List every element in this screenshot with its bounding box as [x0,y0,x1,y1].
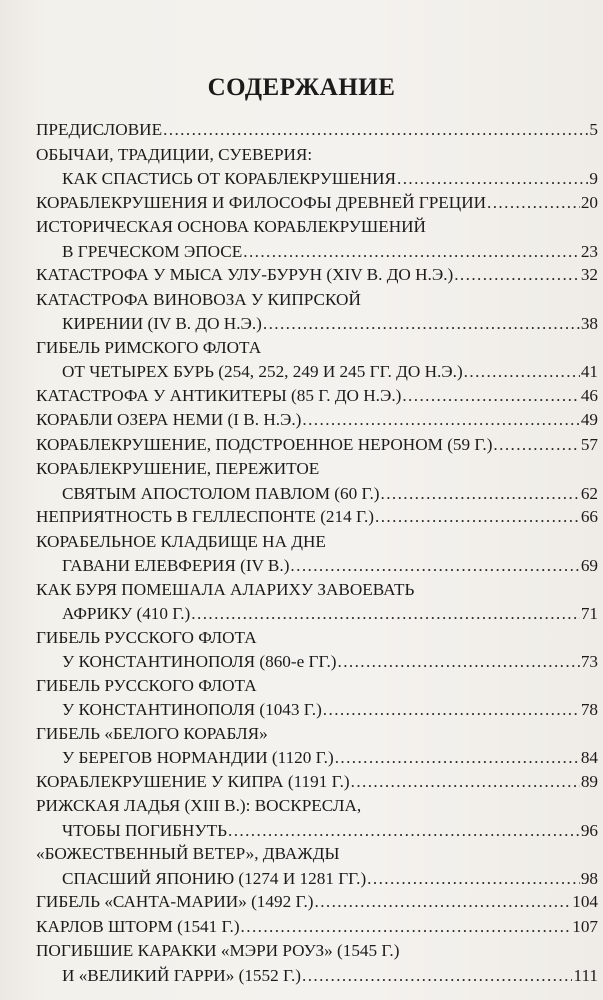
toc-entry [36,939,598,987]
page-number: 96 [580,820,598,840]
page-number: 69 [580,556,598,575]
toc-entry [36,842,598,890]
toc-entry [36,915,598,940]
toc-entry [36,505,598,530]
toc-entry-line [36,964,598,988]
toc-entry-line [36,746,598,770]
toc-entry-title: ЧТОБЫ ПОГИБНУТЬ [62,820,228,840]
leader-dots [464,360,580,384]
toc-entry-title: КОРАБЛЕКРУШЕНИЕ У КИПРА (1191 Г.) [36,771,350,791]
toc-entry-line [36,842,598,867]
leader-dots [493,433,579,457]
toc-entry-title: ГИБЕЛЬ РУССКОГО ФЛОТА [36,675,257,695]
toc-entry-line [36,263,598,288]
page-number: 78 [580,700,598,719]
toc-entry-line [36,722,598,747]
toc-entry [36,578,598,626]
toc-entry-title: И «ВЕЛИКИЙ ГАРРИ» (1552 Г.) [62,965,302,985]
leader-dots [163,118,588,142]
toc-entry-line [36,360,598,384]
leader-dots [367,867,580,891]
toc-entry-line [36,602,598,626]
toc-entry [36,457,598,505]
page-title: СОДЕРЖАНИЕ [207,74,396,101]
page-number: 5 [589,120,598,139]
table-of-contents [36,118,598,987]
toc-entry-title: КАК БУРЯ ПОМЕШАЛА АЛАРИХУ ЗАВОЕВАТЬ [36,579,415,599]
toc-entry [36,674,598,722]
toc-entry-line [36,215,598,240]
page-number: 62 [580,483,598,503]
leader-dots [290,554,579,578]
page-number: 20 [580,192,598,212]
toc-entry-title: КАТАСТРОФА ВИНОВОЗА У КИПРСКОЙ [36,289,361,309]
toc-entry [36,288,598,336]
toc-entry-line [36,674,598,699]
toc-entry-line [36,408,598,433]
toc-entry-title: У БЕРЕГОВ НОРМАНДИИ (1120 Г.) [62,748,334,767]
toc-entry-line [36,143,598,168]
page-number: 9 [589,169,598,188]
leader-dots [397,167,588,191]
toc-entry [36,794,598,842]
toc-entry [36,215,598,263]
toc-entry [36,191,598,216]
toc-entry-line [36,794,598,819]
toc-entry-title: КОРАБЛИ ОЗЕРА НЕМИ (I В. Н.Э.) [36,410,302,429]
toc-entry-title: СВЯТЫМ АПОСТОЛОМ ПАВЛОМ (60 Г.) [62,483,380,503]
leader-dots [375,505,580,529]
toc-entry [36,263,598,288]
toc-entry-title: КОРАБЛЕКРУШЕНИЕ, ПЕРЕЖИТОЕ [36,459,320,478]
leader-dots [302,964,572,988]
toc-entry-line [36,167,598,191]
toc-entry [36,890,598,915]
toc-entry-title: КАТАСТРОФА У АНТИКИТЕРЫ (85 Г. ДО Н.Э.) [36,385,402,405]
leader-dots [243,240,580,264]
toc-entry-line [36,890,598,915]
page-number: 23 [580,241,598,261]
toc-entry-title: ПРЕДИСЛОВИЕ [36,120,163,139]
toc-entry-line [36,191,598,216]
toc-entry-line [36,819,598,843]
toc-entry-line [36,505,598,530]
page-number: 32 [580,265,598,284]
page-number: 89 [580,771,598,791]
toc-entry-title: ОТ ЧЕТЫРЕХ БУРЬ (254, 252, 249 И 245 ГГ. ДО Н.Э.) [62,362,463,381]
toc-entry-title: ГИБЕЛЬ «САНТА-МАРИИ» (1492 Г.) [36,892,314,911]
page-number: 84 [580,748,598,767]
toc-entry-line [36,867,598,891]
toc-entry-title: РИЖСКАЯ ЛАДЬЯ (XIII В.): ВОСКРЕСЛА, [36,796,362,815]
leader-dots [487,191,580,215]
toc-entry-line [36,626,598,651]
toc-entry-title: КАК СПАСТИСЬ ОТ КОРАБЛЕКРУШЕНИЯ [62,169,396,188]
toc-entry-line [36,384,598,409]
page-number: 107 [572,916,598,936]
leader-dots [338,650,580,674]
toc-entry-title: ГИБЕЛЬ «БЕЛОГО КОРАБЛЯ» [36,723,268,743]
toc-entry-title: КОРАБЛЕКРУШЕНИЯ И ФИЛОСОФЫ ДРЕВНЕЙ ГРЕЦИИ [36,192,487,212]
toc-entry [36,626,598,674]
toc-entry [36,336,598,384]
toc-entry-title: КАРЛОВ ШТОРМ (1541 Г.) [36,916,240,936]
toc-entry-line [36,312,598,336]
leader-dots [315,890,572,914]
toc-entry-line [36,530,598,555]
toc-entry [36,384,598,409]
toc-entry [36,722,598,770]
leader-dots [302,408,579,432]
toc-entry-line [36,698,598,722]
leader-dots [191,602,580,626]
toc-entry-title: ИСТОРИЧЕСКАЯ ОСНОВА КОРАБЛЕКРУШЕНИЙ [36,217,426,236]
toc-entry-line [36,288,598,313]
toc-entry [36,118,598,143]
toc-entry-line [36,457,598,482]
page-number: 41 [580,362,598,381]
leader-dots [454,263,580,287]
leader-dots [351,770,580,794]
toc-entry-title: У КОНСТАНТИНОПОЛЯ (860-е ГГ.) [62,652,337,671]
toc-entry [36,143,598,191]
toc-entry-title: «БОЖЕСТВЕННЫЙ ВЕТЕР», ДВАЖДЫ [36,844,340,863]
toc-entry-title: КАТАСТРОФА У МЫСА УЛУ-БУРУН (XIV В. ДО Н.Э.) [36,265,454,284]
page-number: 71 [580,604,598,623]
page-number: 57 [580,434,598,454]
page-number: 98 [580,868,598,888]
toc-entry-title: ОБЫЧАИ, ТРАДИЦИИ, СУЕВЕРИЯ: [36,144,313,164]
toc-entry-line [36,433,598,458]
toc-entry-title: У КОНСТАНТИНОПОЛЯ (1043 Г.) [62,700,322,719]
page-number: 46 [580,385,598,405]
toc-entry-title: АФРИКУ (410 Г.) [62,604,191,623]
toc-entry-title: НЕПРИЯТНОСТЬ В ГЕЛЛЕСПОНТЕ (214 Г.) [36,507,375,526]
toc-entry-title: КОРАБЕЛЬНОЕ КЛАДБИЩЕ НА ДНЕ [36,531,326,551]
leader-dots [402,384,579,408]
toc-entry-line [36,915,598,940]
toc-entry-line [36,336,598,361]
toc-entry-title: В ГРЕЧЕСКОМ ЭПОСЕ [62,241,243,261]
toc-entry-line [36,939,598,964]
toc-entry [36,770,598,795]
page-number: 111 [573,965,598,985]
toc-entry-line [36,650,598,674]
toc-entry-line [36,770,598,795]
toc-entry [36,530,598,578]
page-number: 49 [580,410,598,429]
toc-entry-title: ГАВАНИ ЕЛЕВФЕРИЯ (IV В.) [62,556,290,575]
toc-entry-line [36,578,598,603]
toc-entry [36,433,598,458]
toc-entry-line [36,482,598,506]
leader-dots [323,698,580,722]
page-number: 104 [572,892,598,911]
toc-entry-title: ГИБЕЛЬ РУССКОГО ФЛОТА [36,627,257,647]
toc-entry-title: СПАСШИЙ ЯПОНИЮ (1274 И 1281 ГГ.) [62,868,367,888]
toc-entry-title: КОРАБЛЕКРУШЕНИЕ, ПОДСТРОЕННОЕ НЕРОНОМ (59 Г.) [36,434,493,454]
leader-dots [381,482,580,506]
page-number: 73 [580,652,598,671]
toc-entry-line [36,240,598,264]
toc-entry-line [36,118,598,143]
toc-entry-line [36,554,598,578]
leader-dots [263,312,580,336]
leader-dots [241,915,572,939]
toc-entry [36,408,598,433]
toc-entry-title: КИРЕНИИ (IV В. ДО Н.Э.) [62,314,262,333]
page-number: 38 [580,314,598,333]
toc-entry-title: ГИБЕЛЬ РИМСКОГО ФЛОТА [36,337,262,357]
toc-entry-title: ПОГИБШИЕ КАРАККИ «МЭРИ РОУЗ» (1545 Г.) [36,941,400,960]
page-number: 66 [580,507,598,526]
leader-dots [228,819,580,843]
leader-dots [335,746,580,770]
